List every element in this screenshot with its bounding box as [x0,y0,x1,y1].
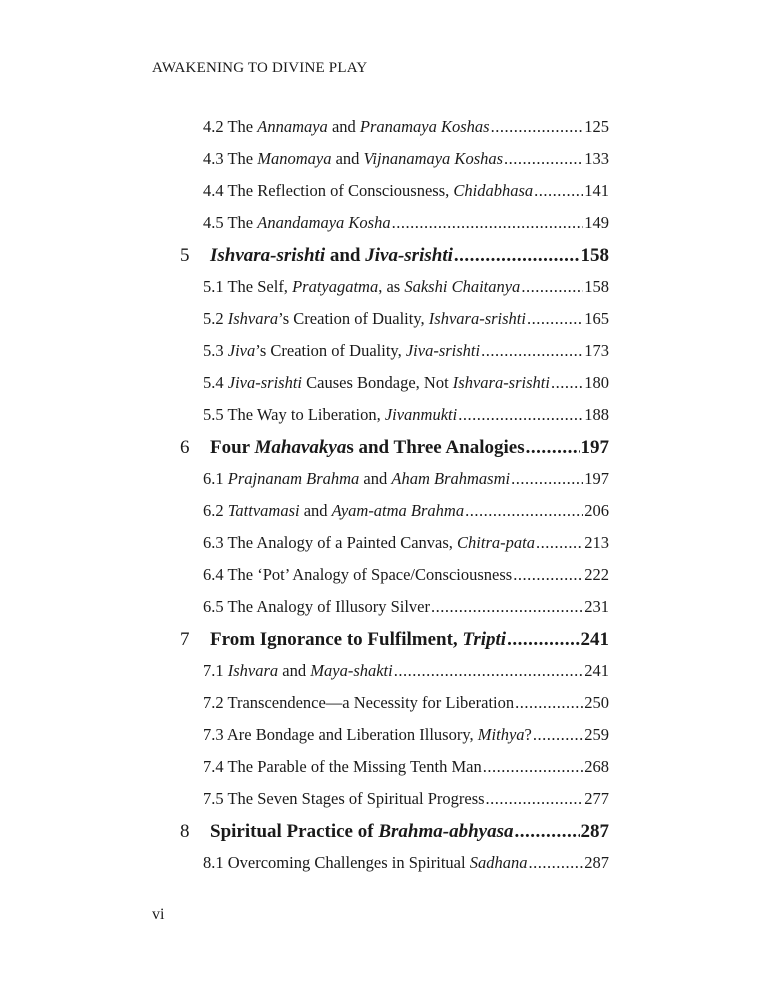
toc-section-entry [203,853,609,873]
entry-title-part: Jiva [227,341,256,360]
entry-title-part: Tripti [462,629,507,650]
entry-title-part: 6.2 [203,501,228,520]
entry-title [203,405,457,425]
entry-title-part: and [331,149,364,168]
entry-page-number: 250 [584,693,609,712]
entry-title-part: 7.4 The Parable of the Missing Tenth Man [203,757,482,776]
entry-title-part: Pratyagatma [292,277,379,296]
dot-leader [526,437,580,459]
dot-leader [486,789,584,809]
dot-leader [507,629,579,651]
entry-page-number: 125 [584,117,609,136]
entry-title-part: s and Three Analogies [346,437,525,458]
dot-leader [534,181,583,201]
entry-page-number: 141 [584,181,609,200]
entry-title-part: 7.2 Transcendence—a Necessity for Liberation [203,693,515,712]
entry-page-number: 241 [580,629,609,650]
chapter-number: 6 [180,437,190,458]
entry-title [203,341,480,361]
entry-title-part: Jivanmukti [384,405,458,424]
toc-section-entry [203,661,609,681]
entry-title [203,597,430,617]
dot-leader [511,469,583,489]
entry-title [203,149,503,169]
entry-title-part: Mahavakya [254,437,347,458]
toc-section-entry [203,341,609,361]
entry-title-part: and [278,661,311,680]
entry-title-part: Ishvara-srishti [452,373,550,392]
toc-chapter-entry [180,629,609,651]
entry-title-part: 6.5 The Analogy of Illusory Silver [203,597,431,616]
entry-title-part: Mithya [477,725,525,744]
dot-leader [515,693,583,713]
entry-title-part: Jiva-srishti [405,341,481,360]
entry-title-part: Tattvamasi [227,501,300,520]
entry-page-number: 133 [584,149,609,168]
dot-leader [513,565,583,585]
entry-title-part: 4.5 The [203,213,258,232]
entry-title [203,309,526,329]
toc-section-entry [203,725,609,745]
entry-title [203,469,510,489]
entry-title-part: 7.3 Are Bondage and Liberation Illusory, [203,725,478,744]
entry-title-part: 4.2 The [203,117,258,136]
entry-title [203,533,535,553]
entry-page-number: 268 [584,757,609,776]
toc-section-entry [203,469,609,489]
running-head: AWAKENING TO DIVINE PLAY [152,60,368,76]
dot-leader [392,213,584,233]
entry-title-part: Ishvara-srishti [428,309,526,328]
chapter-number: 5 [180,245,190,266]
entry-title-part: and [299,501,332,520]
entry-title-part: Causes Bondage, Not [302,373,453,392]
entry-title-part: Aham Brahmasmi [391,469,511,488]
toc-chapter-entry [180,245,609,267]
entry-title-part: 6.4 The ‘Pot’ Analogy of Space/Consciousness [203,565,513,584]
entry-title [203,853,527,873]
entry-title [203,661,393,681]
entry-title-part: Ishvara [227,661,279,680]
entry-title-part: 8.1 Overcoming Challenges in Spiritual [203,853,470,872]
entry-page-number: 180 [584,373,609,392]
entry-title-part: Annamaya [257,117,328,136]
toc-section-entry [203,149,609,169]
entry-title [210,437,525,459]
entry-page-number: 213 [584,533,609,552]
entry-title-part: Four [210,437,255,458]
entry-title-part: and [359,469,392,488]
entry-title-part: 5.2 [203,309,228,328]
toc-section-entry [203,181,609,201]
entry-page-number: 197 [580,437,609,458]
dot-leader [536,533,583,553]
entry-title-part: Sakshi Chaitanya [404,277,521,296]
dot-leader [465,501,583,521]
entry-title [203,693,514,713]
entry-title-part: ’s Creation of Duality, [278,309,429,328]
toc-section-entry [203,309,609,329]
entry-page-number: 206 [584,501,609,520]
entry-page-number: 173 [584,341,609,360]
entry-page-number: 259 [584,725,609,744]
entry-title-part: 5.4 [203,373,228,392]
entry-title-part: Spiritual Practice of [210,821,379,842]
entry-title-part: Prajnanam Brahma [227,469,360,488]
entry-title [203,277,520,297]
entry-title-part: From Ignorance to Fulfilment, [210,629,463,650]
toc-section-entry [203,405,609,425]
dot-leader [514,821,579,843]
entry-page-number: 165 [584,309,609,328]
dot-leader [431,597,583,617]
dot-leader [504,149,583,169]
chapter-number: 7 [180,629,190,650]
chapter-number: 8 [180,821,190,842]
entry-title-part: 4.3 The [203,149,258,168]
entry-title-part: Jiva-srishti [227,373,302,392]
toc-section-entry [203,117,609,137]
entry-title-part: Chidabhasa [453,181,534,200]
toc-section-entry [203,789,609,809]
entry-page-number: 287 [584,853,609,872]
entry-title [203,501,464,521]
toc-section-entry [203,693,609,713]
entry-title-part: 5.3 [203,341,228,360]
dot-leader [481,341,583,361]
dot-leader [551,373,583,393]
toc-section-entry [203,565,609,585]
entry-title [210,821,513,843]
dot-leader [521,277,583,297]
toc-section-entry [203,213,609,233]
entry-page-number: 158 [580,245,609,266]
toc-chapter-entry [180,437,609,459]
entry-title-part: Anandamaya Kosha [257,213,391,232]
entry-title-part: 7.5 The Seven Stages of Spiritual Progress [203,789,485,808]
entry-title-part: Ayam-atma Brahma [331,501,465,520]
entry-title-part: Vijnanamaya Koshas [363,149,504,168]
entry-title [203,117,490,137]
entry-title [203,565,512,585]
entry-title-part: ? [524,725,532,744]
entry-page-number: 231 [584,597,609,616]
entry-title [203,757,482,777]
toc-section-entry [203,533,609,553]
dot-leader [454,245,580,267]
entry-title-part: 5.5 The Way to Liberation, [203,405,385,424]
dot-leader [527,309,583,329]
entry-title-part: Sadhana [469,853,528,872]
entry-page-number: 222 [584,565,609,584]
toc-section-entry [203,597,609,617]
entry-title [203,373,550,393]
page-number: vi [152,906,165,923]
entry-title-part: 6.3 The Analogy of a Painted Canvas, [203,533,458,552]
entry-title [203,789,485,809]
entry-title [203,213,391,233]
entry-title-part: 4.4 The Reflection of Consciousness, [203,181,454,200]
entry-page-number: 188 [584,405,609,424]
entry-title-part: Manomaya [257,149,332,168]
entry-title-part: Chitra-pata [457,533,535,552]
entry-title-part: Ishvara [227,309,279,328]
entry-page-number: 158 [584,277,609,296]
entry-title-part: Jiva-srishti [365,245,453,266]
entry-title [203,181,533,201]
dot-leader [533,725,583,745]
entry-page-number: 197 [584,469,609,488]
dot-leader [528,853,583,873]
toc-section-entry [203,277,609,297]
dot-leader [394,661,584,681]
entry-title-part: ’s Creation of Duality, [255,341,406,360]
toc-section-entry [203,373,609,393]
dot-leader [458,405,583,425]
dot-leader [483,757,584,777]
dot-leader [491,117,584,137]
toc-section-entry [203,501,609,521]
entry-title [210,629,506,651]
toc-section-entry [203,757,609,777]
entry-title-part: and [327,117,360,136]
entry-title-part: and [325,245,366,266]
entry-title-part: Pranamaya Koshas [359,117,490,136]
entry-page-number: 277 [584,789,609,808]
entry-title [210,245,453,267]
entry-title-part: , as [378,277,405,296]
entry-title [203,725,532,745]
entry-page-number: 149 [584,213,609,232]
toc-chapter-entry [180,821,609,843]
entry-title-part: 7.1 [203,661,228,680]
entry-title-part: Maya-shakti [310,661,393,680]
entry-title-part: 5.1 The Self, [203,277,293,296]
entry-page-number: 241 [584,661,609,680]
entry-page-number: 287 [580,821,609,842]
entry-title-part: 6.1 [203,469,228,488]
entry-title-part: Ishvara-srishti [210,245,326,266]
entry-title-part: Brahma-abhyasa [378,821,514,842]
